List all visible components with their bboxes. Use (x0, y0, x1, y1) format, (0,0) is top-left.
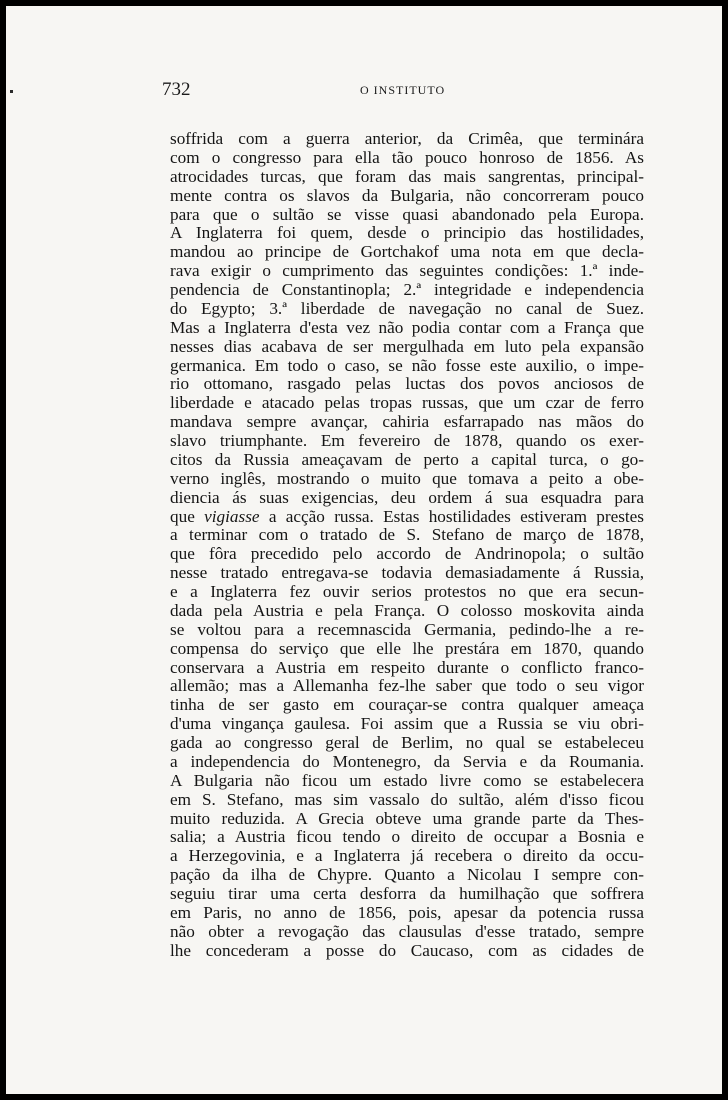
text-line: se voltou para a recemnascida Germania, pedindo-lhe a re- (170, 619, 644, 639)
text-line: A Bulgaria não ficou um estado livre como se estabelecera (170, 770, 644, 790)
text-line: citos da Russia ameaçavam de perto a capital turca, o go- (170, 449, 644, 469)
page-number: 732 (162, 79, 191, 100)
text-line: para que o sultão se visse quasi abandonado pela Europa. (170, 204, 644, 224)
text-line: a terminar com o tratado de S. Stefano de março de 1878, (170, 525, 644, 545)
text-line: germanica. Em todo o caso, se não fosse este auxilio, o impe- (170, 355, 644, 375)
text-line: tinha de ser gasto em couraçar-se contra qualquer ameaça (170, 695, 644, 715)
text-line: diencia ás suas exigencias, deu ordem á sua esquadra para (170, 487, 644, 507)
text-line: rio ottomano, rasgado pelas luctas dos povos anciosos de (170, 374, 644, 394)
text-line: nesse tratado entregava-se todavia demasiadamente á Russia, (170, 563, 644, 583)
text-line: seguiu tirar uma certa desforra da humilhação que soffrera (170, 884, 644, 903)
text-line: pação da ilha de Chypre. Quanto a Nicolau I sempre con- (170, 865, 644, 885)
text-line: pendencia de Constantinopla; 2.ª integridade e independencia (170, 280, 644, 299)
text-line: atrocidades turcas, que foram das mais sangrentas, principal- (170, 166, 644, 186)
text-line: salia; a Austria ficou tendo o direito de occupar a Bosnia e (170, 827, 644, 847)
text-line: em Paris, no anno de 1856, pois, apesar da potencia russa (170, 902, 644, 922)
text-line: mandava sempre avançar, cahiria esfarrapado nas mãos do (170, 412, 644, 432)
text-line: a independencia do Montenegro, da Servia e da Roumania. (170, 751, 644, 771)
text-line: e a Inglaterra fez ouvir serios protestos no que era secun- (170, 582, 644, 601)
text-line: nesses dias acabava de ser mergulhada em luto pela expansão (170, 336, 644, 356)
text-line: dada pela Austria e pela França. O colosso moskovita ainda (170, 600, 644, 620)
text-line: em S. Stefano, mas sim vassalo do sultão, além d'isso ficou (170, 789, 644, 809)
text-line: do Egypto; 3.ª liberdade de navegação no canal de Suez. (170, 298, 644, 318)
body-text (170, 130, 644, 961)
text-line: A Inglaterra foi quem, desde o principio das hostilidades, (170, 223, 644, 243)
text-line: Mas a Inglaterra d'esta vez não podia contar com a França que (170, 317, 644, 337)
scan-mark (10, 90, 13, 93)
text-line: a Herzegovinia, e a Inglaterra já recebera o direito da occu- (170, 846, 644, 866)
text-line: d'uma vingança gaulesa. Foi assim que a Russia se viu obri- (170, 714, 644, 734)
text-line: com o congresso para ella tão pouco honroso de 1856. As (170, 147, 644, 167)
text-line: não obter a revogação das clausulas d'esse tratado, sempre (170, 921, 644, 941)
text-line: muito reduzida. A Grecia obteve uma grande parte da Thes- (170, 808, 644, 828)
text-line: mandou ao principe de Gortchakof uma nota em que decla- (170, 242, 644, 262)
running-head (162, 80, 646, 100)
text-line: lhe concederam a posse do Caucaso, com as cidades de (170, 940, 644, 960)
text-line: gada ao congresso geral de Berlim, no qual se estabeleceu (170, 733, 644, 752)
book-page (6, 6, 722, 1094)
text-line: liberdade e atacado pelas tropas russas, que um czar de ferro (170, 393, 644, 413)
text-line: mente contra os slavos da Bulgaria, não concorreram pouco (170, 185, 644, 205)
text-line: que vigiasse a acção russa. Estas hostilidades estiveram prestes (170, 506, 644, 526)
text-line: soffrida com a guerra anterior, da Crimêa, que terminára (170, 129, 644, 148)
text-line: slavo triumphante. Em fevereiro de 1878, quando os exer- (170, 431, 644, 450)
text-line: verno inglês, mostrando o muito que tomava a peito a obe- (170, 468, 644, 488)
text-line: conservara a Austria em respeito durante o conflicto franco- (170, 657, 644, 677)
italic-word: vigiasse (204, 506, 260, 526)
text-line: rava exigir o cumprimento das seguintes condições: 1.ª inde- (170, 261, 644, 281)
running-title: O INSTITUTO (360, 83, 446, 97)
text-line: que fôra precedido pelo accordo de Andrinopola; o sultão (170, 544, 644, 564)
text-line: allemão; mas a Allemanha fez-lhe saber que todo o seu vigor (170, 676, 644, 696)
text-line: compensa do serviço que elle lhe prestára em 1870, quando (170, 638, 644, 658)
